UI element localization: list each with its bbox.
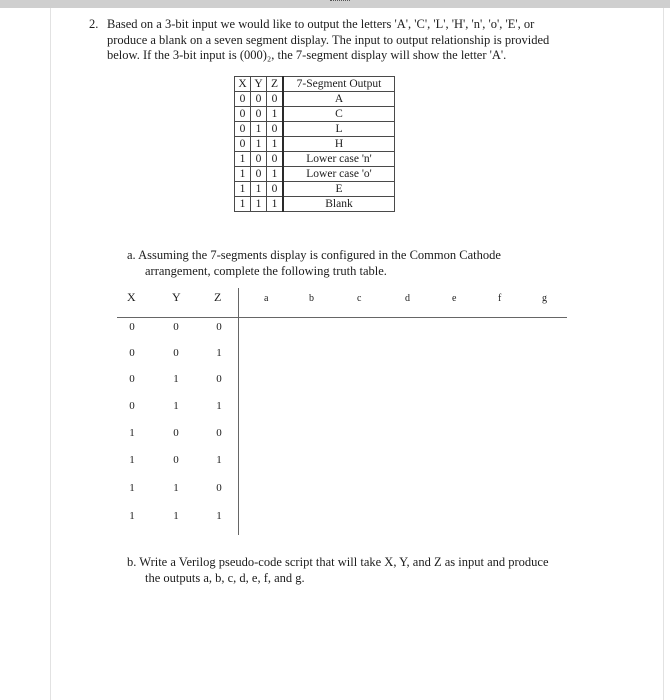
mapping-cell: 0 bbox=[267, 152, 284, 167]
part-b-line: the outputs a, b, c, d, e, f, and g. bbox=[145, 570, 305, 585]
mapping-row bbox=[235, 197, 395, 212]
question-line: Based on a 3-bit input we would like to output the letters 'A', 'C', 'L', 'H', 'n', 'o', 'E', or bbox=[107, 17, 535, 31]
truth-cell: 1 bbox=[173, 482, 179, 494]
truth-header-f: f bbox=[498, 293, 502, 304]
truth-cell: 0 bbox=[216, 427, 222, 439]
truth-cell: 1 bbox=[129, 427, 135, 439]
truth-cell: 0 bbox=[216, 373, 222, 385]
mapping-cell: 1 bbox=[235, 152, 251, 167]
part-b-line: b. Write a Verilog pseudo-code script that will take X, Y, and Z as input and produce bbox=[127, 555, 549, 569]
mapping-row bbox=[235, 137, 395, 152]
mapping-cell: 1 bbox=[267, 167, 284, 182]
mapping-cell: 1 bbox=[235, 182, 251, 197]
mapping-output-cell: H bbox=[283, 137, 395, 152]
mapping-cell: 0 bbox=[235, 107, 251, 122]
mapping-cell: 0 bbox=[267, 92, 284, 107]
mapping-cell: 0 bbox=[235, 92, 251, 107]
mapping-cell: 0 bbox=[235, 122, 251, 137]
truth-cell: 1 bbox=[173, 510, 179, 522]
mapping-cell: 1 bbox=[251, 197, 267, 212]
mapping-row bbox=[235, 152, 395, 167]
mapping-cell: 1 bbox=[267, 137, 284, 152]
mapping-output-cell: L bbox=[283, 122, 395, 137]
part-a-text bbox=[127, 248, 547, 279]
truth-cell: 0 bbox=[216, 482, 222, 494]
mapping-cell: 1 bbox=[235, 167, 251, 182]
question-line: produce a blank on a seven segment display. The input to output relationship is provided bbox=[107, 32, 550, 47]
mapping-cell: 1 bbox=[267, 107, 284, 122]
mapping-header-row bbox=[235, 77, 395, 92]
part-b-text bbox=[127, 555, 567, 586]
truth-cell: 0 bbox=[129, 400, 135, 412]
mapping-cell: 1 bbox=[251, 137, 267, 152]
truth-header-y: Y bbox=[172, 290, 181, 304]
truth-header-b: b bbox=[309, 293, 314, 304]
mapping-header-y: Y bbox=[251, 77, 267, 92]
truth-cell: 1 bbox=[216, 400, 222, 412]
truth-cell: 0 bbox=[173, 427, 179, 439]
mapping-cell: 0 bbox=[251, 92, 267, 107]
mapping-cell: 1 bbox=[251, 182, 267, 197]
mapping-cell: 0 bbox=[267, 122, 284, 137]
truth-cell: 0 bbox=[129, 373, 135, 385]
truth-cell: 0 bbox=[173, 321, 179, 333]
mapping-output-cell: Blank bbox=[283, 197, 395, 212]
mapping-row bbox=[235, 122, 395, 137]
truth-cell: 0 bbox=[173, 454, 179, 466]
mapping-cell: 0 bbox=[267, 182, 284, 197]
mapping-output-cell: C bbox=[283, 107, 395, 122]
truth-table-column-divider bbox=[238, 288, 239, 535]
truth-cell: 1 bbox=[129, 510, 135, 522]
input-output-mapping-table bbox=[234, 76, 395, 212]
question-text bbox=[107, 17, 567, 64]
mapping-output-cell: Lower case 'n' bbox=[283, 152, 395, 167]
mapping-cell: 1 bbox=[235, 197, 251, 212]
page-top-mark bbox=[330, 0, 350, 3]
mapping-cell: 1 bbox=[267, 197, 284, 212]
truth-cell: 1 bbox=[129, 482, 135, 494]
truth-cell: 1 bbox=[216, 347, 222, 359]
truth-header-c: c bbox=[357, 293, 362, 304]
mapping-cell: 1 bbox=[251, 122, 267, 137]
part-a-line: arrangement, complete the following truth table. bbox=[145, 263, 387, 278]
truth-cell: 1 bbox=[216, 510, 222, 522]
truth-cell: 0 bbox=[216, 321, 222, 333]
mapping-row bbox=[235, 92, 395, 107]
truth-table-header-divider bbox=[117, 317, 567, 318]
truth-cell: 0 bbox=[129, 347, 135, 359]
truth-cell: 1 bbox=[173, 373, 179, 385]
mapping-output-cell: E bbox=[283, 182, 395, 197]
mapping-header-x: X bbox=[235, 77, 251, 92]
mapping-row bbox=[235, 182, 395, 197]
mapping-cell: 0 bbox=[251, 152, 267, 167]
truth-header-d: d bbox=[405, 293, 410, 304]
truth-cell: 1 bbox=[216, 454, 222, 466]
truth-header-e: e bbox=[452, 293, 457, 304]
truth-cell: 0 bbox=[173, 347, 179, 359]
mapping-header-z: Z bbox=[267, 77, 284, 92]
mapping-cell: 0 bbox=[251, 107, 267, 122]
question-number: 2. bbox=[89, 17, 99, 31]
mapping-output-cell: Lower case 'o' bbox=[283, 167, 395, 182]
question-line: below. If the 3-bit input is (000)₂, the 7-segment display will show the letter 'A'. bbox=[107, 48, 507, 62]
mapping-header-output: 7-Segment Output bbox=[283, 77, 395, 92]
truth-header-x: X bbox=[127, 290, 136, 304]
mapping-output-cell: A bbox=[283, 92, 395, 107]
mapping-cell: 0 bbox=[235, 137, 251, 152]
mapping-cell: 0 bbox=[251, 167, 267, 182]
truth-header-a: a bbox=[264, 293, 269, 304]
truth-header-g: g bbox=[542, 293, 547, 304]
mapping-row bbox=[235, 107, 395, 122]
truth-cell: 0 bbox=[129, 321, 135, 333]
truth-header-z: Z bbox=[214, 290, 222, 304]
mapping-row bbox=[235, 167, 395, 182]
truth-cell: 1 bbox=[129, 454, 135, 466]
part-a-line: a. Assuming the 7-segments display is configured in the Common Cathode bbox=[127, 248, 501, 262]
truth-cell: 1 bbox=[173, 400, 179, 412]
